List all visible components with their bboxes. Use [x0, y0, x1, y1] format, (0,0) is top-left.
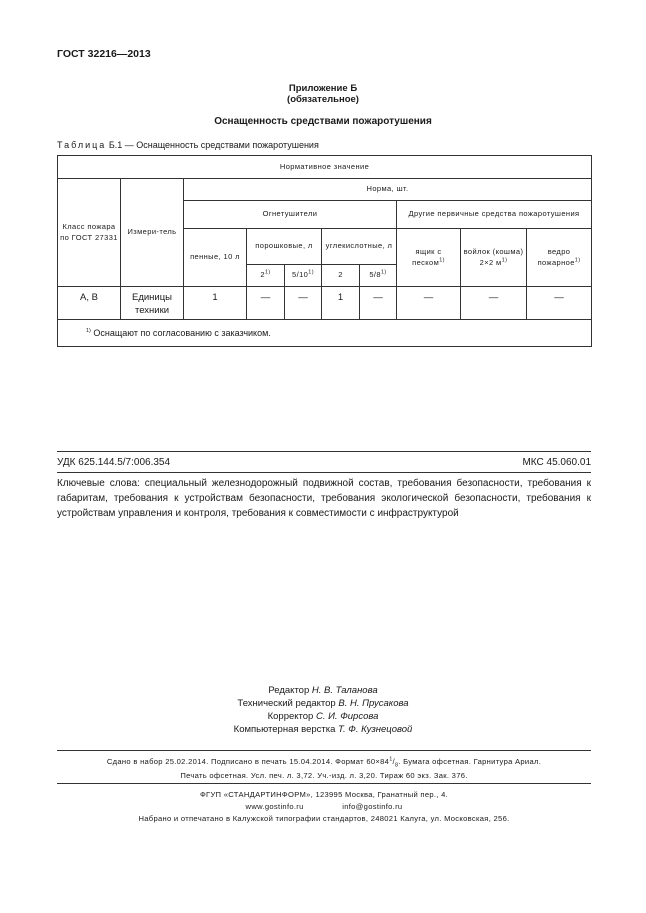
header-co2-5-8: 5/8$^{1)}$ [360, 265, 397, 287]
header-powder: порошковые, л [247, 229, 322, 265]
header-bucket: ведро пожарное$^{1)}$ [527, 229, 592, 287]
cell-foam: 1 [184, 287, 247, 320]
appendix-subtitle: (обязательное) [287, 94, 359, 105]
divider-top [57, 451, 591, 452]
header-normative: Нормативное значение [58, 156, 592, 179]
document-id: ГОСТ 32216—2013 [57, 48, 151, 60]
mks-code: МКС 45.060.01 [522, 457, 591, 468]
appendix-title: Приложение Б [288, 83, 358, 94]
header-other-means: Другие первичные средства пожаротушения [397, 201, 592, 229]
header-foam: пенные, 10 л [184, 229, 247, 287]
publisher-line-3: Набрано и отпечатано в Калужской типографии стандартов, 248021 Калуга, ул. Московская, 256. [138, 813, 510, 823]
credit-editor: Редактор Н. В. Таланова [268, 685, 378, 696]
keywords: Ключевые слова: специальный железнодорожный подвижной состав, требования безопасности, требования к габаритам, требования к устройствам безопасности, требования экологической безопасности, требования к устройствам управления и контроля, требования к совместимости с инфраструктурой [57, 478, 591, 519]
cell-felt: — [461, 287, 527, 320]
header-co2: углекислотные, л [322, 229, 397, 265]
header-extinguishers: Огнетушители [184, 201, 397, 229]
section-title: Оснащенность средствами пожаротушения [214, 116, 432, 127]
divider-imprint [57, 750, 591, 751]
table-footnote: $^{1)}$ Оснащают по согласованию с заказчиком. [58, 320, 592, 347]
imprint-line-2: Печать офсетная. Усл. печ. л. 3,72. Уч.-изд. л. 3,20. Тираж 60 экз. Зак. 376. [180, 771, 468, 781]
header-fire-class: Класс пожара по ГОСТ 27331 [58, 179, 121, 287]
fire-equipment-table [57, 155, 592, 347]
cell-sand-box: — [397, 287, 461, 320]
header-norm: Норма, шт. [184, 179, 592, 201]
header-sand-box: ящик с песком$^{1)}$ [397, 229, 461, 287]
credits [0, 684, 646, 736]
header-powder-5-10: 5/10$^{1)}$ [285, 265, 322, 287]
cell-powder-2: — [247, 287, 285, 320]
header-co2-2: 2 [322, 265, 360, 287]
credit-tech-editor: Технический редактор В. Н. Прусакова [237, 698, 409, 710]
publisher-site: www.gostinfo.ru [245, 801, 304, 811]
credit-corrector: Корректор С. И. Фирсова [267, 711, 379, 723]
header-unit: Измери-тель [121, 179, 184, 287]
imprint [57, 756, 591, 782]
cell-class: А, В [58, 287, 121, 320]
publisher-line-1: ФГУП «СТАНДАРТИНФОРМ», 123995 Москва, Гранатный пер., 4. [199, 790, 449, 799]
publisher [57, 789, 591, 824]
cell-unit: Единицы техники [121, 287, 184, 320]
header-felt: войлок (кошма) 2×2 $м^{1)}$ [461, 229, 527, 287]
publisher-email: info@gostinfo.ru [342, 801, 403, 811]
header-powder-2: 2$^{1)}$ [247, 265, 285, 287]
table-caption-number: Б.1 — [108, 140, 134, 150]
table-caption-prefix: Таблица [57, 140, 107, 150]
table-row [58, 287, 592, 320]
imprint-line-1: Сдано в набор 25.02.2014. Подписано в печать 15.04.2014. Формат $60\times 84^1/_8$. Бумага офсетная. Гарнитура Ариал. [106, 756, 542, 769]
udk-code: УДК 625.144.5/7:006.354 [57, 457, 171, 468]
publisher-contacts [57, 801, 591, 813]
table-caption [57, 140, 319, 150]
table-caption-text: Оснащенность средствами пожаротушения [136, 140, 319, 150]
divider-publisher [57, 783, 591, 784]
credit-layout: Компьютерная верстка Т. Ф. Кузнецовой [233, 724, 413, 736]
cell-bucket: — [527, 287, 592, 320]
cell-co2-2: 1 [322, 287, 360, 320]
cell-powder-5-10: — [285, 287, 322, 320]
divider-udk [57, 472, 591, 473]
cell-co2-5-8: — [360, 287, 397, 320]
